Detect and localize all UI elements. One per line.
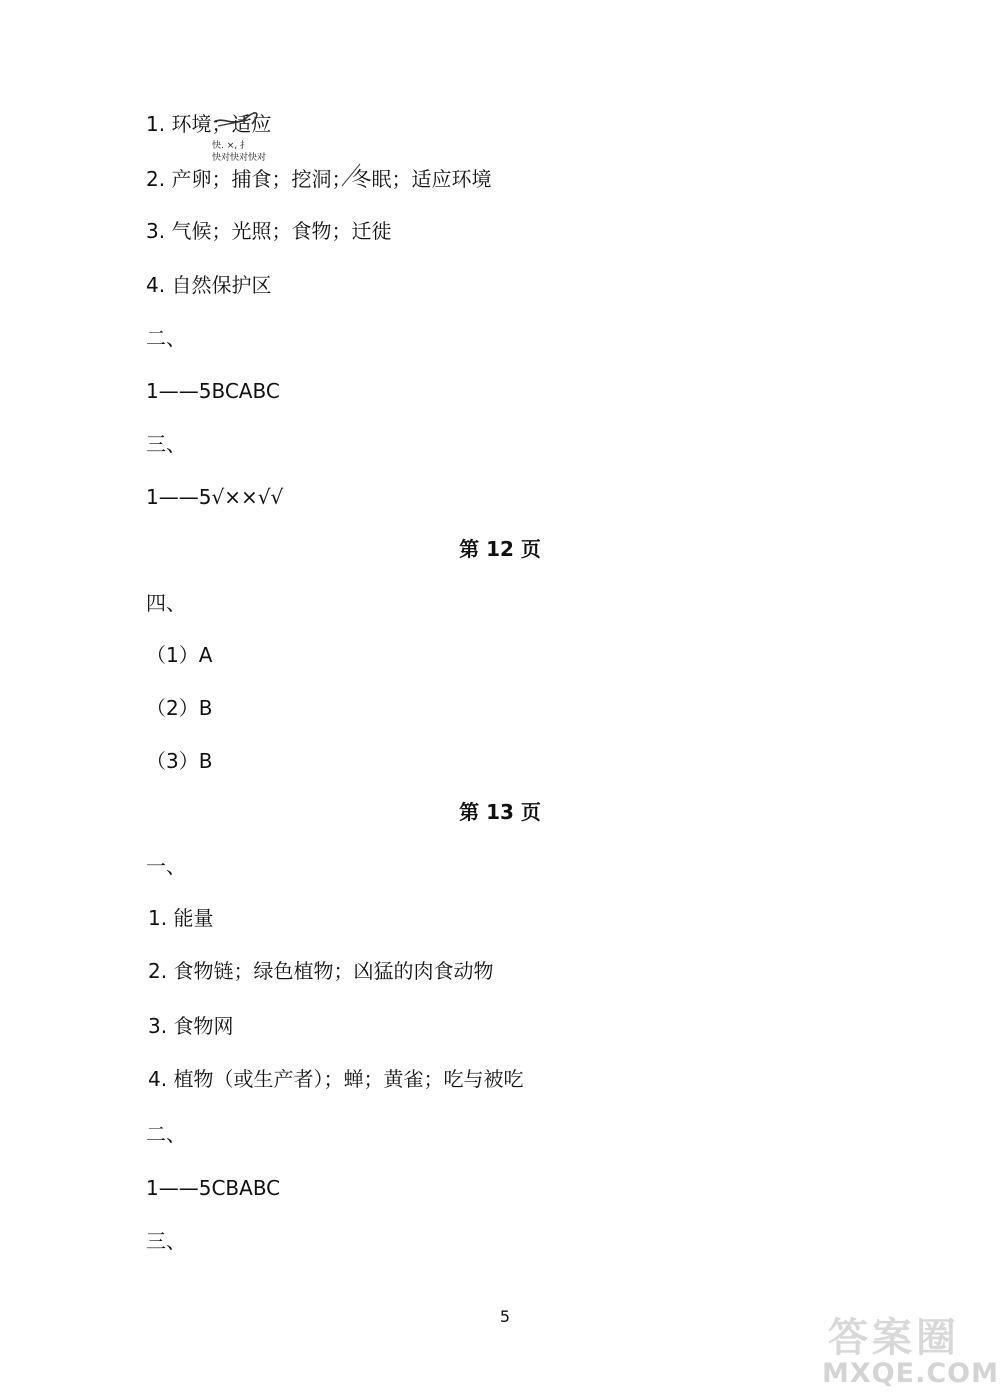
section-heading-san: 三、 <box>146 432 186 456</box>
section-heading-er: 二、 <box>146 1122 186 1146</box>
handwritten-note-row-1: 快. ×, 扌 <box>212 141 249 151</box>
answer-line-1: 1. 环境；适应 <box>146 112 272 136</box>
answer-line-4: 4. 自然保护区 <box>146 273 272 297</box>
section-heading-yi: 一、 <box>146 854 186 878</box>
answer-line-2: 2. 食物链；绿色植物；凶猛的肉食动物 <box>148 959 494 983</box>
sub-answer-3: （3）B <box>146 749 213 773</box>
sub-answer-1: （1）A <box>146 643 213 667</box>
watermark-bottom-text: MXQE.COM <box>822 1358 999 1389</box>
answer-line-1: 1. 能量 <box>148 906 214 930</box>
page-number: 5 <box>499 1307 511 1326</box>
answer-line-3: 3. 食物网 <box>148 1014 234 1038</box>
watermark-top-text: 答案圈 <box>828 1315 960 1361</box>
answer-line-2: 2. 产卵；捕食；挖洞；冬眠；适应环境 <box>146 167 492 191</box>
choice-answers: 1——5CBABC <box>146 1176 281 1200</box>
section-heading-san: 三、 <box>146 1229 186 1253</box>
answer-line-4: 4. 植物（或生产者）；蝉；黄雀；吃与被吃 <box>148 1067 524 1091</box>
watermark-logo <box>820 1304 999 1392</box>
judgement-answers: 1——5√××√√ <box>146 485 284 509</box>
choice-answers: 1——5BCABC <box>146 379 280 403</box>
sub-answer-2: （2）B <box>146 696 213 720</box>
section-heading-er: 二、 <box>146 326 186 350</box>
section-heading-si: 四、 <box>146 591 186 615</box>
answer-line-3: 3. 气候；光照；食物；迁徙 <box>146 219 392 243</box>
page-heading-12: 第 12 页 <box>459 537 541 561</box>
page-heading-13: 第 13 页 <box>459 800 541 824</box>
handwritten-note-row-2: 快对快对快对 <box>212 153 267 163</box>
